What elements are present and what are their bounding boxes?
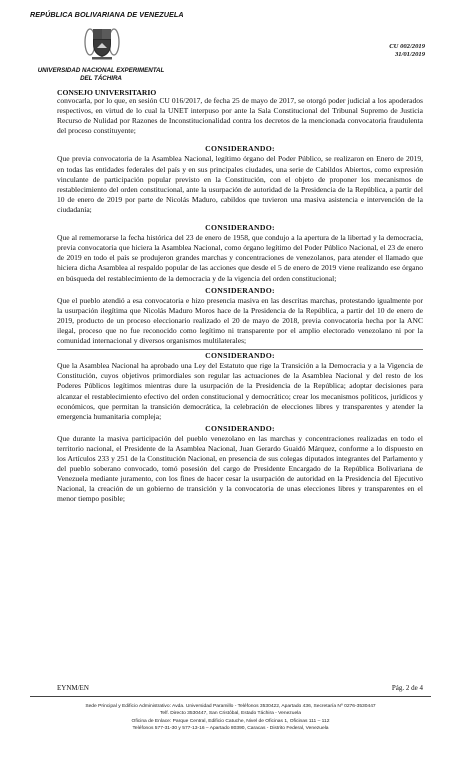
reference-number: CU 002/2019 (389, 43, 425, 50)
considerando-paragraph: Que el pueblo atendió a esa convocatoria e hizo presencia masiva en las descritas marchas, protestando igualmente por la usurpación ilegítima que Nicolás Maduro Moros hace de la Presidencia de la República, a partir del 10 de enero de 2019, producto de un proceso eleccionario realizado el 20 de mayo de 2018, previa convocatoria hecha por la ANC ilegal, proceso que no fue reconocido como legítimo ni transparente por el amplio electorado venezolano ni por la comunidad internacional y diversos organismos multilaterales; (57, 295, 423, 346)
considerando-paragraph: Que al rememorarse la fecha histórica del 23 de enero de 1958, que condujo a la apertura de la libertad y la democracia, previa convocatoria que hiciera la Asamblea Nacional, como órgano legítimo del Poder Público Nacional, el 23 de enero de 2019 en todo el país se produjeron grandes marchas y concentraciones de venezolanos, para atender el llamado que hiciera dicha Asamblea al respaldo popular de las acciones que desde el 5 de enero de 2019 viene realizando ese órgano en búsqueda del restablecimiento de la democracia y de la vigencia del orden constitucional; (57, 233, 423, 283)
republic-name: REPÚBLICA BOLIVARIANA DE VENEZUELA (30, 10, 184, 19)
page-number: Pág. 2 de 4 (391, 684, 423, 692)
considerando-paragraph: Que previa convocatoria de la Asamblea Nacional, legítimo órgano del Poder Público, se realizaron en Enero de 2019, en todas las entidades federales del país y en sus principales ciudades, una serie de Cabildos Abiertos, como expresión vinculante de participación popular previsto en la Constitución, con el objeto de proponer los mecanismos de restablecimiento del orden constitucional, ante la usurpación de autoridad de la Presidencia de la República, a partir del 10 de enero de 2019 por parte de Nicolás Maduro, cabildos que tuvieron una masiva asistencia e intervención de la ciudadanía; (57, 154, 423, 214)
considerando-heading: CONSIDERANDO: (205, 351, 275, 361)
footer-divider (30, 696, 431, 697)
intro-paragraph: convocarla, por lo que, en sesión CU 016/2017, de fecha 25 de mayo de 2017, se otorgó poder judicial a los apoderados respectivos, en virtud de lo cual la UNET interpuso por ante la Sala Constitucional del Tribunal Supremo de Justicia Recurso de Nulidad por Razones de Inconstitucionalidad contra los decretos de la mencionada convocatoria fraudulenta del proceso constituyente; (57, 96, 423, 136)
council-title: CONSEJO UNIVERSITARIO (57, 88, 157, 97)
section-divider (57, 349, 423, 350)
document-body (57, 96, 423, 505)
considerando-paragraph: Que la Asamblea Nacional ha aprobado una Ley del Estatuto que rige la Transición a la Democracia y a la Vigencia de Constitución, cuyos objetivos primordiales son regular las actuaciones de la Asamblea Nacional y del resto de los Poderes Públicos legítimos mientras dure la usurpación de la Presidencia de la República; adoptar decisiones para alcanzar el restablecimiento efectivo del orden constitucional y democrático; crear los mecanismos políticos, jurídicos y económicos, que permitan la transición democrática, la celebración de elecciones libres y transparentes y atender la emergencia humanitaria compleja; (57, 361, 423, 421)
document-reference (389, 43, 425, 59)
considerando-heading: CONSIDERANDO: (205, 423, 275, 433)
considerando-heading: CONSIDERANDO: (205, 144, 275, 154)
considerando-heading: CONSIDERANDO: (205, 223, 275, 233)
reference-date: 31/01/2019 (394, 51, 425, 58)
author-initials: EYNM/EN (57, 684, 89, 692)
coat-of-arms-icon (82, 22, 122, 62)
letterhead (30, 10, 184, 19)
considerando-heading: CONSIDERANDO: (205, 285, 275, 295)
university-name: UNIVERSIDAD NACIONAL EXPERIMENTAL DEL TÁCHIRA (37, 67, 165, 82)
considerando-paragraph: Que durante la masiva participación del pueblo venezolano en las marchas y concentraciones realizadas en todo el territorio nacional, el Presidente de la Asamblea Nacional, Juan Gerardo Guaidó Márquez, conforme a lo dispuesto en los Artículos 233 y 251 de la Constitución Nacional, en presencia de sus colegas diputados integrantes del Parlamento y del pueblo soberano convocado, tomó posesión del cargo de Presidente Encargado de la República Bolivariana de Venezuela mediante juramento, con los fines de hacer cesar la usurpación de autoridad en la Presidencia del Ejecutivo Nacional, la creación de un gobierno de transición y la convocatoria de unas elecciones libres y transparentes en el menor tiempo posible; (57, 433, 423, 504)
institution-address: Sede Principal y Edificio Administrativo: Avda. Universidad Paramillo - Teléfonos 3530422, Apartado 436, Secretaría Nº 0276-3530447 Telf. Directo 3530447, San Cristóbal, Estado Táchira - Venezuela Oficina de Enlace: Parque Central, Edificio Catuche, Nivel de Oficinas 1, Oficinas 111 – 112 Teléfonos 577-31-30 y 577-13-16 – Apartado 80390, Caracas - Distrito Federal, Venezuela (85, 704, 376, 731)
